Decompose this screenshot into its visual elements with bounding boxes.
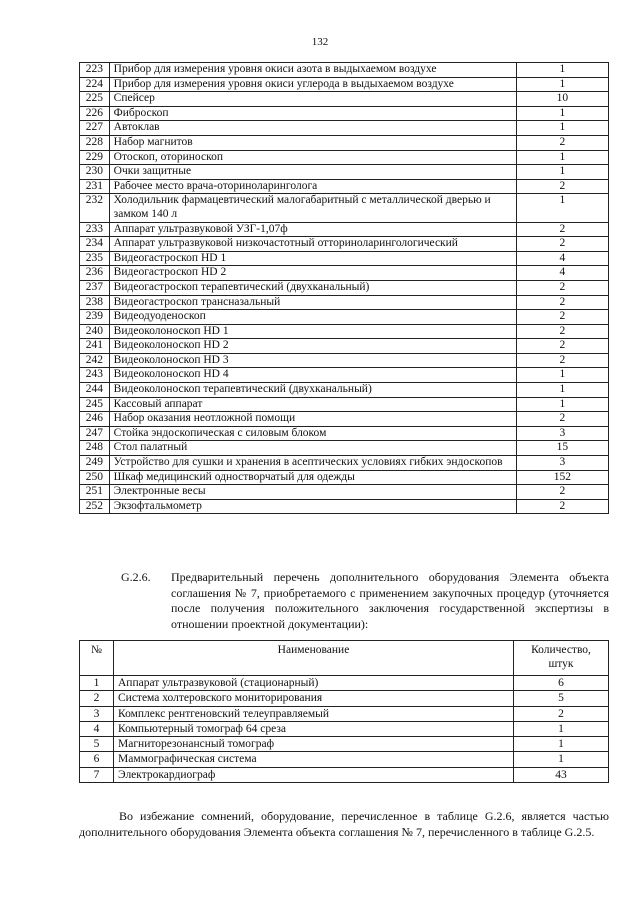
- table-row: [80, 295, 609, 310]
- row-quantity: 1: [514, 752, 609, 767]
- table-row: [80, 752, 609, 767]
- row-quantity: 2: [516, 280, 608, 295]
- row-name: Фиброскоп: [109, 106, 516, 121]
- table-row: [80, 441, 609, 456]
- row-name: Очки защитные: [109, 165, 516, 180]
- equipment-table: [79, 62, 609, 514]
- row-quantity: 1: [516, 194, 608, 222]
- row-number: 2: [80, 691, 114, 706]
- table-row: [80, 456, 609, 471]
- additional-equipment-table: [79, 640, 609, 783]
- row-name: Электрокардиограф: [114, 767, 514, 782]
- row-name: Видеогастроскоп HD 1: [109, 251, 516, 266]
- row-number: 229: [80, 150, 110, 165]
- row-name: Кассовый аппарат: [109, 397, 516, 412]
- row-number: 228: [80, 135, 110, 150]
- row-number: 243: [80, 368, 110, 383]
- row-quantity: 1: [516, 397, 608, 412]
- row-number: 7: [80, 767, 114, 782]
- row-name: Видеоколоноскоп HD 2: [109, 339, 516, 354]
- row-number: 241: [80, 339, 110, 354]
- section-g-2-6: [121, 570, 609, 633]
- row-name: Набор оказания неотложной помощи: [109, 412, 516, 427]
- header-num: №: [80, 641, 114, 676]
- row-number: 235: [80, 251, 110, 266]
- row-name: Видеогастроскоп терапевтический (двухканальный): [109, 280, 516, 295]
- row-number: 6: [80, 752, 114, 767]
- row-quantity: 2: [516, 353, 608, 368]
- row-quantity: 2: [516, 324, 608, 339]
- row-number: 3: [80, 706, 114, 721]
- table-row: [80, 121, 609, 136]
- section-code: G.2.6.: [121, 570, 151, 584]
- row-name: Видеодуоденоскоп: [109, 310, 516, 325]
- row-number: 250: [80, 470, 110, 485]
- table-row: [80, 237, 609, 252]
- table-row: [80, 767, 609, 782]
- page-number: 132: [311, 36, 329, 48]
- row-quantity: 2: [516, 412, 608, 427]
- table-row: [80, 251, 609, 266]
- table-row: [80, 676, 609, 691]
- row-name: Прибор для измерения уровня окиси углерода в выдыхаемом воздухе: [109, 77, 516, 92]
- row-number: 246: [80, 412, 110, 427]
- table-row: [80, 165, 609, 180]
- table-row: [80, 106, 609, 121]
- row-quantity: 4: [516, 266, 608, 281]
- table-header-row: [80, 641, 609, 676]
- row-quantity: 43: [514, 767, 609, 782]
- table-row: [80, 368, 609, 383]
- table-row: [80, 77, 609, 92]
- row-number: 4: [80, 721, 114, 736]
- table-row: [80, 339, 609, 354]
- row-name: Видеоколоноскоп терапевтический (двухканальный): [109, 383, 516, 398]
- row-number: 247: [80, 426, 110, 441]
- table-row: [80, 737, 609, 752]
- row-quantity: 2: [516, 237, 608, 252]
- row-quantity: 1: [516, 165, 608, 180]
- table-row: [80, 721, 609, 736]
- row-number: 245: [80, 397, 110, 412]
- row-number: 236: [80, 266, 110, 281]
- row-quantity: 1: [516, 150, 608, 165]
- table-row: [80, 499, 609, 514]
- row-name: Шкаф медицинский одностворчатый для одежды: [109, 470, 516, 485]
- row-number: 248: [80, 441, 110, 456]
- row-name: Автоклав: [109, 121, 516, 136]
- table-row: [80, 397, 609, 412]
- row-number: 232: [80, 194, 110, 222]
- row-quantity: 2: [516, 485, 608, 500]
- row-quantity: 2: [514, 706, 609, 721]
- row-number: 240: [80, 324, 110, 339]
- table-row: [80, 179, 609, 194]
- header-qty: Количество, штук: [514, 641, 609, 676]
- row-quantity: 1: [516, 368, 608, 383]
- row-number: 227: [80, 121, 110, 136]
- row-name: Холодильник фармацевтический малогабаритный с металлической дверью и замком 140 л: [109, 194, 516, 222]
- table-row: [80, 63, 609, 78]
- row-name: Набор магнитов: [109, 135, 516, 150]
- row-name: Аппарат ультразвуковой (стационарный): [114, 676, 514, 691]
- row-quantity: 2: [516, 295, 608, 310]
- table-row: [80, 92, 609, 107]
- table-row: [80, 426, 609, 441]
- row-quantity: 2: [516, 222, 608, 237]
- row-number: 244: [80, 383, 110, 398]
- table-row: [80, 706, 609, 721]
- table-row: [80, 353, 609, 368]
- row-quantity: 1: [516, 106, 608, 121]
- table-row: [80, 324, 609, 339]
- row-name: Видеоколоноскоп HD 1: [109, 324, 516, 339]
- row-name: Видеоколоноскоп HD 4: [109, 368, 516, 383]
- table-row: [80, 222, 609, 237]
- row-number: 251: [80, 485, 110, 500]
- row-quantity: 2: [516, 310, 608, 325]
- footer-paragraph: Во избежание сомнений, оборудование, перечисленное в таблице G.2.6, является частью дополнительного оборудования Элемента объекта соглашения № 7, перечисленного в таблице G.2.5.: [79, 809, 609, 839]
- row-name: Рабочее место врача-оториноларинголога: [109, 179, 516, 194]
- row-quantity: 1: [516, 63, 608, 78]
- row-name: Комплекс рентгеновский телеуправляемый: [114, 706, 514, 721]
- row-quantity: 10: [516, 92, 608, 107]
- row-number: 1: [80, 676, 114, 691]
- row-name: Электронные весы: [109, 485, 516, 500]
- row-number: 226: [80, 106, 110, 121]
- row-name: Аппарат ультразвуковой УЗГ-1,07ф: [109, 222, 516, 237]
- row-name: Маммографическая система: [114, 752, 514, 767]
- row-name: Магниторезонансный томограф: [114, 737, 514, 752]
- row-number: 230: [80, 165, 110, 180]
- table-row: [80, 150, 609, 165]
- table-row: [80, 135, 609, 150]
- row-name: Стол палатный: [109, 441, 516, 456]
- row-number: 233: [80, 222, 110, 237]
- row-number: 5: [80, 737, 114, 752]
- row-number: 224: [80, 77, 110, 92]
- row-number: 249: [80, 456, 110, 471]
- table-row: [80, 485, 609, 500]
- row-name: Система холтеровского мониторирования: [114, 691, 514, 706]
- table-row: [80, 412, 609, 427]
- row-number: 237: [80, 280, 110, 295]
- row-name: Аппарат ультразвуковой низкочастотный отториноларингологический: [109, 237, 516, 252]
- section-text: Предварительный перечень дополнительного оборудования Элемента объекта соглашения № 7, приобретаемого с применением закупочных процедур (уточняется после получения положительного заключения государственной экспертизы в отношении проектной документации):: [171, 570, 609, 632]
- row-quantity: 1: [516, 121, 608, 136]
- row-quantity: 1: [514, 737, 609, 752]
- additional-table-body: [80, 676, 609, 783]
- row-name: Отоскоп, оториноскоп: [109, 150, 516, 165]
- row-name: Стойка эндоскопическая с силовым блоком: [109, 426, 516, 441]
- row-quantity: 1: [514, 721, 609, 736]
- row-name: Устройство для сушки и хранения в асептических условиях гибких эндоскопов: [109, 456, 516, 471]
- row-name: Видеогастроскоп трансназальный: [109, 295, 516, 310]
- equipment-table-body: [80, 63, 609, 514]
- row-quantity: 2: [516, 135, 608, 150]
- row-quantity: 152: [516, 470, 608, 485]
- table-row: [80, 691, 609, 706]
- row-name: Видеогастроскоп HD 2: [109, 266, 516, 281]
- header-name: Наименование: [114, 641, 514, 676]
- table-row: [80, 194, 609, 222]
- row-quantity: 2: [516, 339, 608, 354]
- row-number: 238: [80, 295, 110, 310]
- row-number: 252: [80, 499, 110, 514]
- row-quantity: 3: [516, 426, 608, 441]
- row-number: 223: [80, 63, 110, 78]
- row-number: 242: [80, 353, 110, 368]
- table-row: [80, 383, 609, 398]
- row-number: 239: [80, 310, 110, 325]
- row-name: Компьютерный томограф 64 среза: [114, 721, 514, 736]
- row-quantity: 1: [516, 383, 608, 398]
- row-number: 225: [80, 92, 110, 107]
- table-row: [80, 310, 609, 325]
- row-name: Экзофтальмометр: [109, 499, 516, 514]
- row-quantity: 2: [516, 179, 608, 194]
- row-name: Видеоколоноскоп HD 3: [109, 353, 516, 368]
- table-row: [80, 280, 609, 295]
- row-quantity: 15: [516, 441, 608, 456]
- row-quantity: 1: [516, 77, 608, 92]
- row-quantity: 6: [514, 676, 609, 691]
- table-row: [80, 266, 609, 281]
- row-number: 234: [80, 237, 110, 252]
- row-name: Спейсер: [109, 92, 516, 107]
- row-number: 231: [80, 179, 110, 194]
- row-quantity: 5: [514, 691, 609, 706]
- row-name: Прибор для измерения уровня окиси азота в выдыхаемом воздухе: [109, 63, 516, 78]
- row-quantity: 4: [516, 251, 608, 266]
- table-row: [80, 470, 609, 485]
- row-quantity: 2: [516, 499, 608, 514]
- row-quantity: 3: [516, 456, 608, 471]
